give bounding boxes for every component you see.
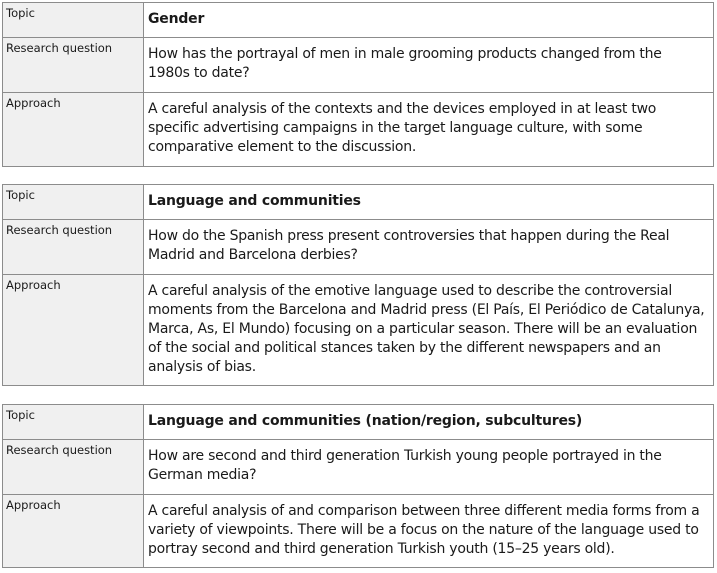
approach-label: Approach xyxy=(3,495,144,568)
research-table-nation-region xyxy=(2,404,714,568)
approach-label: Approach xyxy=(3,93,144,167)
topic-row xyxy=(3,405,714,440)
topic-label: Topic xyxy=(3,405,144,440)
topic-value: Language and communities (nation/region, subcultures) xyxy=(144,405,714,440)
research-question-label: Research question xyxy=(3,220,144,275)
approach-row xyxy=(3,275,714,386)
research-question-row xyxy=(3,38,714,93)
approach-row xyxy=(3,495,714,568)
research-table-gender xyxy=(2,2,714,167)
topic-row xyxy=(3,3,714,38)
approach-row xyxy=(3,93,714,167)
topic-row xyxy=(3,185,714,220)
research-question-label: Research question xyxy=(3,440,144,495)
approach-value: A careful analysis of the contexts and the devices employed in at least two specific advertising campaigns in the target language culture, with some comparative element to the discussion. xyxy=(144,93,714,167)
topic-label: Topic xyxy=(3,3,144,38)
research-question-value: How are second and third generation Turkish young people portrayed in the German media? xyxy=(144,440,714,495)
research-question-row xyxy=(3,440,714,495)
topic-label: Topic xyxy=(3,185,144,220)
approach-label: Approach xyxy=(3,275,144,386)
approach-value: A careful analysis of the emotive language used to describe the controversial moments from the Barcelona and Madrid press (El País, El Periódico de Catalunya, Marca, As, El Mundo) focusing on a particular season. There will be an evaluation of the social and political stances taken by the different newspapers and an analysis of bias. xyxy=(144,275,714,386)
approach-value: A careful analysis of and comparison between three different media forms from a variety of viewpoints. There will be a focus on the nature of the language used to portray second and third generation Turkish youth (15–25 years old). xyxy=(144,495,714,568)
research-question-value: How has the portrayal of men in male grooming products changed from the 1980s to date? xyxy=(144,38,714,93)
research-question-row xyxy=(3,220,714,275)
research-question-label: Research question xyxy=(3,38,144,93)
topic-value: Gender xyxy=(144,3,714,38)
research-table-language-communities xyxy=(2,184,714,386)
topic-value: Language and communities xyxy=(144,185,714,220)
research-question-value: How do the Spanish press present controversies that happen during the Real Madrid and Barcelona derbies? xyxy=(144,220,714,275)
